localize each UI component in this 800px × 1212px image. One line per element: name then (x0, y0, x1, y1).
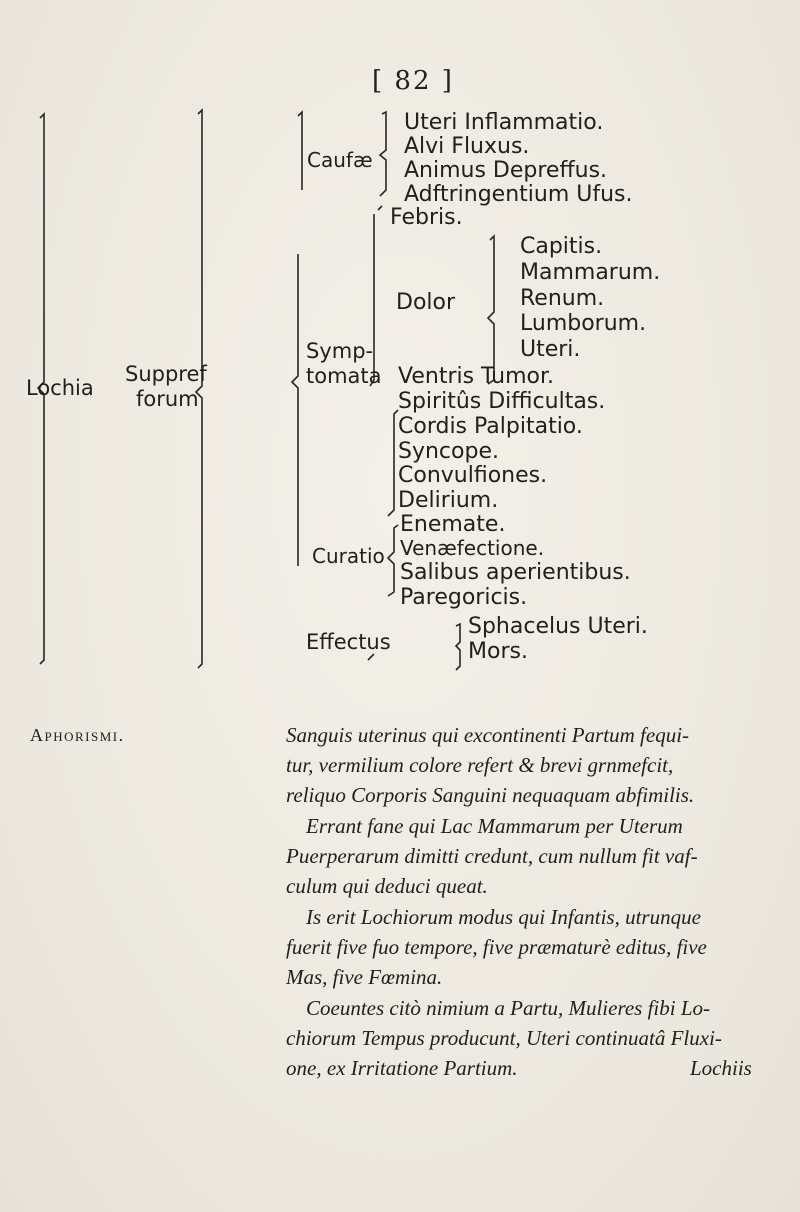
febris-item: Febris. (390, 205, 463, 230)
causae-item-1: Uteri Inflammatio. (404, 110, 604, 135)
causae-item-2: Alvi Fluxus. (404, 134, 530, 159)
effectus-items-brace (456, 624, 460, 670)
dolor-item-3: Renum. (520, 286, 605, 311)
aphorism-line-12: one, ex Irritatione Partium. (286, 1056, 518, 1080)
aphorism-line-6: culum qui deduci queat. (286, 874, 488, 898)
dolor-item-2: Mammarum. (520, 260, 661, 285)
curatio-item-3: Salibus aperientibus. (400, 560, 631, 585)
effectus-brace (368, 654, 374, 660)
aphorism-line-8: fuerit five fuo tempore, five præmaturè editus, five (286, 935, 707, 959)
symptomata-label-2: tomata (306, 364, 382, 388)
schema-root-label: Lochia (26, 376, 94, 400)
febris-brace (378, 206, 382, 210)
aphorism-line-3: reliquo Corporis Sanguini nequaquam abfimilis. (286, 783, 695, 807)
dolor-brace (488, 236, 494, 384)
symptom-item-1: Ventris Tumor. (398, 364, 555, 389)
catchword: Lochiis (690, 1056, 752, 1080)
symptomata-label-1: Symp- (306, 339, 374, 363)
dolor-item-1: Capitis. (520, 234, 603, 259)
causae-items-brace (380, 112, 386, 196)
schema-root-sub-1: Suppref (125, 362, 207, 386)
causae-brace (298, 112, 302, 190)
symptom-item-6: Delirium. (398, 488, 499, 513)
symptom-item-5: Convulfiones. (398, 463, 548, 488)
dolor-label: Dolor (396, 290, 456, 315)
causae-item-4: Adftringentium Ufus. (404, 182, 633, 207)
curatio-label: Curatio (312, 544, 385, 568)
dolor-item-4: Lumborum. (520, 311, 647, 336)
effectus-item-2: Mors. (468, 639, 528, 664)
curatio-brace (388, 525, 398, 596)
aphorism-line-5: Puerperarum dimitti credunt, cum nullum fit vaf- (286, 844, 698, 868)
effectus-label: Effectus (306, 630, 391, 654)
aphorism-line-7: Is erit Lochiorum modus qui Infantis, utrunque (306, 905, 701, 929)
causae-label: Caufæ (307, 148, 373, 172)
schema-root-sub-2: forum (136, 387, 199, 411)
dolor-item-5: Uteri. (520, 337, 581, 362)
curatio-item-4: Paregoricis. (400, 585, 528, 610)
causae-item-3: Animus Depreffus. (404, 158, 608, 183)
curatio-item-2: Venæfectione. (400, 536, 545, 560)
symptom-item-4: Syncope. (398, 439, 499, 464)
curatio-item-1: Enemate. (400, 512, 506, 537)
aphorismi-label: Aphorismi. (30, 725, 125, 745)
page-number-header: [ 82 ] (372, 66, 454, 96)
aphorism-line-1: Sanguis uterinus qui excontinenti Partum fequi- (286, 723, 690, 747)
aphorism-line-2: tur, vermilium colore refert & brevi grnmefcit, (286, 753, 674, 777)
symptomata-brace (292, 254, 298, 566)
symptom-item-2: Spiritûs Difficultas. (398, 389, 606, 414)
aphorism-line-9: Mas, five Fœmina. (286, 965, 443, 989)
effectus-item-1: Sphacelus Uteri. (468, 614, 648, 639)
symptom-item-3: Cordis Palpitatio. (398, 414, 583, 439)
aphorism-line-4: Errant fane qui Lac Mammarum per Uterum (306, 814, 683, 838)
aphorism-line-11: chiorum Tempus producunt, Uteri continuatâ Fluxi- (286, 1026, 722, 1050)
symptom-items-brace (388, 410, 398, 516)
aphorism-line-10: Coeuntes citò nimium a Partu, Mulieres fibi Lo- (306, 996, 711, 1020)
